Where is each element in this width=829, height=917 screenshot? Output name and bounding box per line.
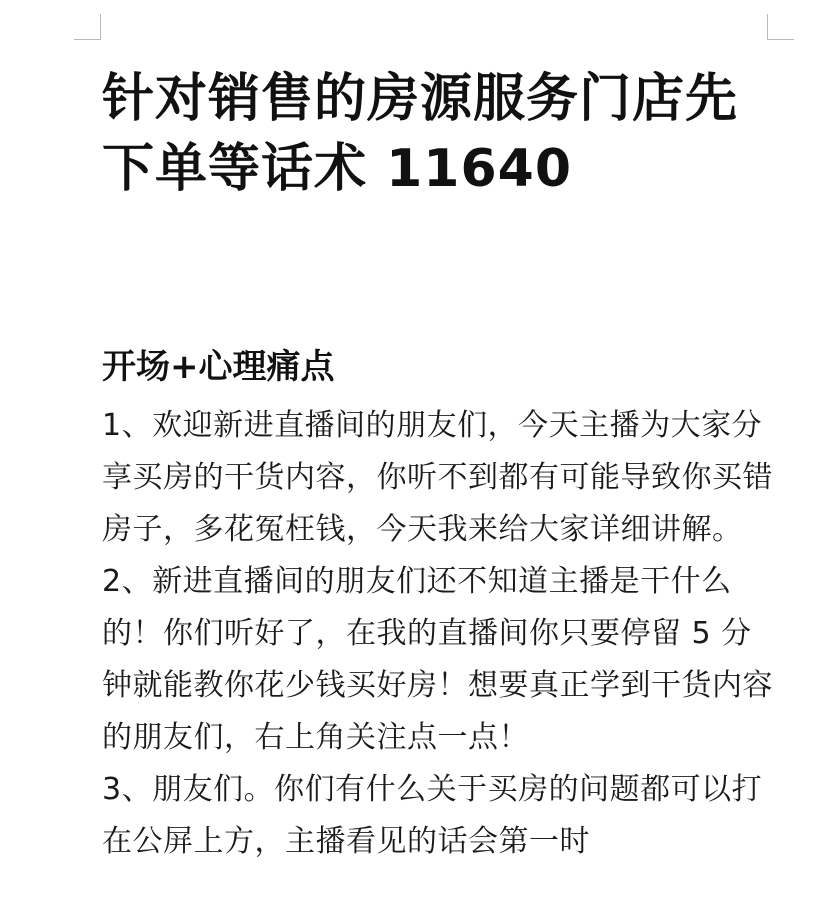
paragraph-1: 1、欢迎新进直播间的朋友们，今天主播为大家分享买房的干货内容，你听不到都有可能导致你买错房子，多花冤枉钱，今天我来给大家详细讲解。 (102, 408, 773, 547)
paragraph-2: 2、新进直播间的朋友们还不知道主播是干什么的！你们听好了，在我的直播间你只要停留 5 分钟就能教你花少钱买好房！想要真正学到干货内容的朋友们，右上角关注点一点！ (102, 564, 773, 755)
section-heading: 开场+心理痛点 (102, 347, 335, 387)
document-page[interactable] (102, 64, 774, 868)
crop-mark-top-right-horizontal (767, 39, 794, 40)
crop-mark-top-right-vertical (767, 14, 768, 40)
document-title: 针对销售的房源服务门店先下单等话术 11640 (102, 69, 739, 199)
crop-mark-top-left-horizontal (74, 39, 101, 40)
paragraph-3: 3、朋友们。你们有什么关于买房的问题都可以打在公屏上方，主播看见的话会第一时 (102, 772, 763, 859)
crop-mark-top-left-vertical (100, 14, 101, 40)
